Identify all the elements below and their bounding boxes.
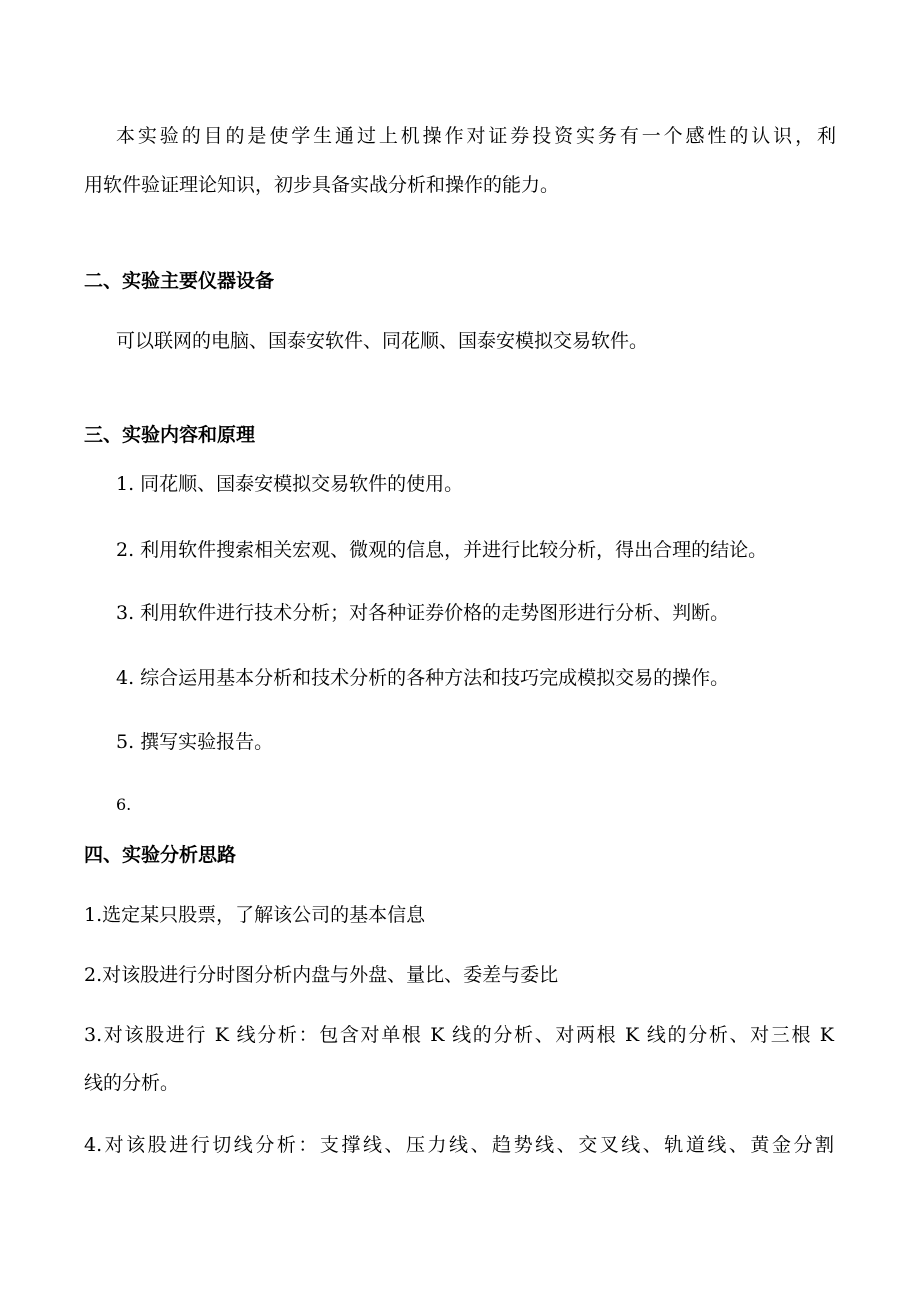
section-4-item-2: 2.对该股进行分时图分析内盘与外盘、量比、委差与委比: [84, 964, 559, 986]
section-3-item-2: 2. 利用软件搜索相关宏观、微观的信息，并进行比较分析，得出合理的结论。: [116, 539, 768, 561]
section-3-item-3: 3. 利用软件进行技术分析；对各种证券价格的走势图形进行分析、判断。: [116, 602, 730, 624]
section-3-item-6: 6.: [116, 795, 132, 814]
section-4-item-3: 3.对该股进行 K 线分析：包含对单根 K 线的分析、对两根 K 线的分析、对三根 K: [84, 1024, 834, 1046]
section-4-item-4: 4.对该股进行切线分析：支撑线、压力线、趋势线、交叉线、轨道线、黄金分割: [84, 1134, 834, 1156]
section-4-item-1: 1.选定某只股票，了解该公司的基本信息: [84, 904, 426, 926]
section-4-heading: 四、实验分析思路: [84, 844, 237, 866]
section-2-text: 可以联网的电脑、国泰安软件、同花顺、国泰安模拟交易软件。: [116, 330, 649, 352]
purpose-line-2: 用软件验证理论知识，初步具备实战分析和操作的能力。: [84, 174, 560, 196]
section-4-item-3-continued: 线的分析。: [84, 1072, 180, 1094]
section-3-item-5: 5. 撰写实验报告。: [116, 731, 274, 753]
section-3-item-4: 4. 综合运用基本分析和技术分析的各种方法和技巧完成模拟交易的操作。: [116, 667, 730, 689]
section-2-heading: 二、实验主要仪器设备: [84, 270, 275, 292]
section-3-item-1: 1. 同花顺、国泰安模拟交易软件的使用。: [116, 473, 464, 495]
section-3-heading: 三、实验内容和原理: [84, 424, 256, 446]
purpose-line-1: 本实验的目的是使学生通过上机操作对证券投资实务有一个感性的认识，利: [116, 125, 836, 147]
